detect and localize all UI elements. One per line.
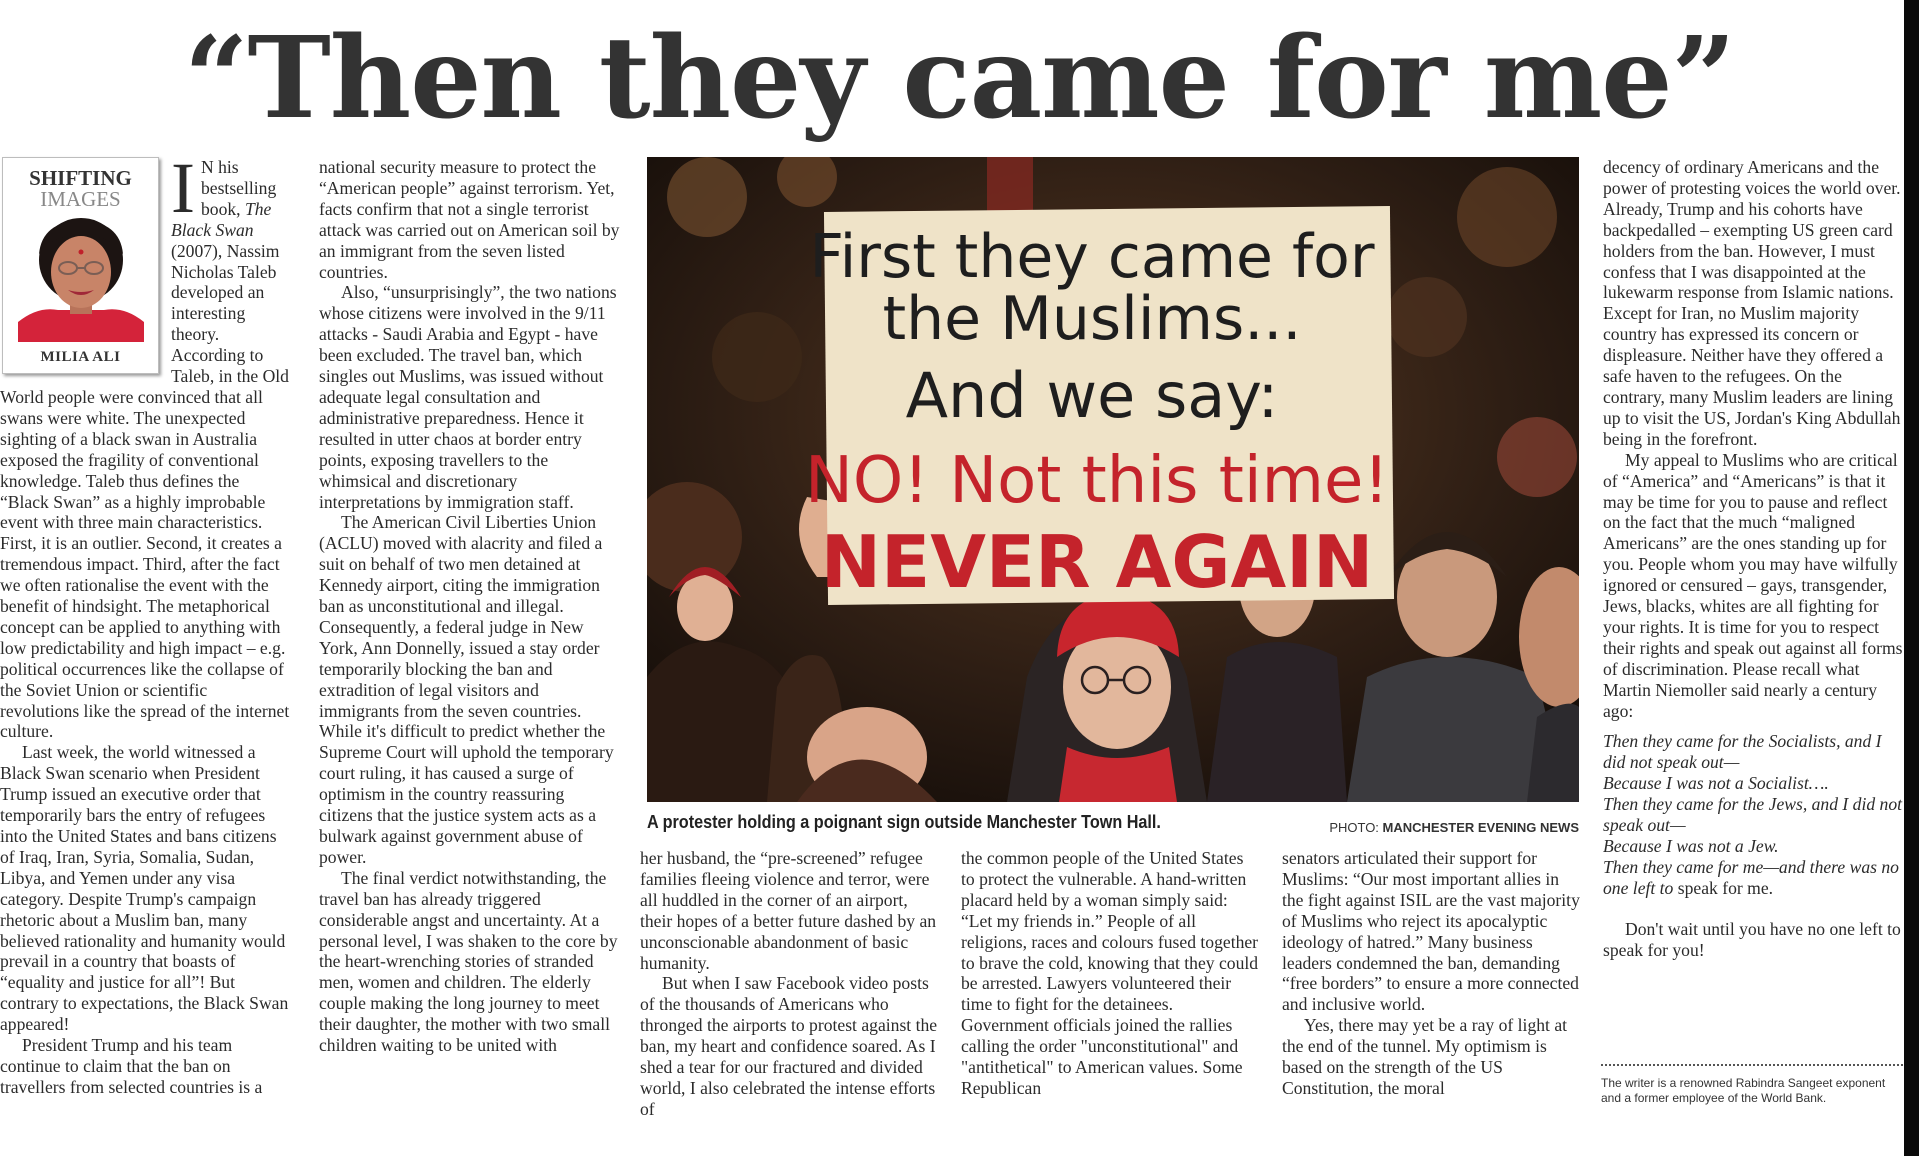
col6-paragraph-2: My appeal to Muslims who are critical of “America” and “Americans” is that it may be time for you to pause and reflect on the fact that the much “maligned Americans” are the ones standing up for you. People whom you may have wilfully ignored or censured – gays, transgender, Jews, blacks, whites are all fighting for your rights. It is time for you to respect their rights and speak out against all forms of discrimination. Please recall what Martin Niemoller said nearly a century ago: (1603, 449, 1903, 721)
column-title-line2: IMAGES (40, 187, 121, 211)
article-column-4 (961, 848, 1261, 1099)
sign-line-3: And we say: (905, 359, 1279, 432)
poem-line-3: Then they came for the Jews, and I did not speak out— (1603, 794, 1903, 836)
col3-paragraph-1: her husband, the “pre-screened” refugee families fleeing violence and terror, were all huddled in the corner of an airport, their hopes of a better future dashed by an unconscionable abandonment of basic humanity. (640, 848, 937, 973)
protest-photo (647, 157, 1579, 802)
column-title-line1: SHIFTING (29, 166, 132, 190)
sign-line-2: the Muslims... (882, 284, 1302, 354)
col2-paragraph-2: Also, “unsurprisingly”, the two nations whose citizens were involved in the 9/11 attacks - Saudi Arabia and Egypt - have been excluded. The travel ban, which singles out Muslims, was issued without adequate legal consultation and administrative preparedness. Hence it resulted in utter chaos at border entry points, exposing travellers to the whimsical and discretionary interpretations by immigration staff. (319, 282, 617, 512)
col2-paragraph-1: national security measure to protect the “American people” against terrorism. Yet, facts confirm that not a single terrorist attack was carried out on American soil by an immigrant from the seven listed countries. (319, 157, 620, 282)
poem-line-5-end: speak for me. (1673, 877, 1774, 898)
poem-line-4: Because I was not a Jew. (1603, 836, 1779, 856)
book-title: The Black Swan (171, 198, 272, 240)
sign-line-4: NO! Not this time! (804, 444, 1390, 518)
poem-line-5 (1603, 857, 1903, 899)
col3-paragraph-2: But when I saw Facebook video posts of the thousands of Americans who thronged the airports to protest against the ban, my heart and confidence soared. As I shed a tear for our fractured and divided world, I also celebrated the intense efforts of (640, 973, 938, 1119)
photo-credit (1300, 820, 1579, 835)
bio-divider (1601, 1064, 1903, 1066)
sign-line-5: NEVER AGAIN (820, 520, 1374, 604)
col4-paragraph-1: the common people of the United States to protect the vulnerable. A hand-written placard held by a woman simply said: “Let my friends in.” People of all religions, races and colours fused together to brave the cold, knowing that they could be arrested. Lawyers volunteered their time to fight for the detainees. Government officials joined the rallies calling the order "unconstitutional" and "antithetical" to American values. Some Republican (961, 848, 1259, 1098)
col1-p1-b: (2007), Nassim Nicholas Taleb developed an interesting theory. According to Taleb, in the Old World people were convinced that all swans were white. The unexpected sighting of a black swan in Australia exposed the fragility of conventional knowledge. Taleb thus defines the “Black Swan” as a highly improbable event with three main characteristics. First, it is an outlier. Second, it creates a tremendous impact. Third, after the fact we often rationalise the event with the benefit of hindsight. The metaphorical concept can be applied to anything with low predictability and high impact – e.g. political occurrences like the collapse of the Soviet Union or scientific revolutions like the spread of the internet culture. (0, 240, 290, 742)
col2-paragraph-3: The American Civil Liberties Union (ACLU) moved with alacrity and filed a suit on behalf of two men detained at Kennedy airport, citing the immigration ban as unconstitutional and illegal. Consequently, a federal judge in New York, Ann Donnelly, issued a stay order temporarily blocking the ban and extradition of legal visitors and immigrants from the seven countries. While it's difficult to predict whether the Supreme Court will uphold the temporary court ruling, it has caused a surge of optimism in the country reassuring citizens that the justice system acts as a bulwark against government abuse of power. (319, 512, 614, 867)
author-photo (18, 214, 144, 342)
col1-paragraph-3: President Trump and his team continue to claim that the ban on travellers from selected countries is a (0, 1035, 263, 1097)
article-column-5 (1282, 848, 1584, 1099)
column-header-box (2, 157, 159, 374)
col1-p1-a: N his bestselling book, (200, 157, 277, 219)
col5-paragraph-1: senators articulated their support for Muslims: “Our most important allies in the fight against ISIL are the vast majority of Muslims who reject its apocalyptic ideology of hatred.” Many business leaders condemned the ban, demanding “free borders” to ensure a more connected and inclusive world. (1282, 848, 1580, 1015)
poem-line-2: Because I was not a Socialist…. (1603, 773, 1829, 794)
sign-line-1: First they came for (809, 222, 1375, 292)
article-column-3 (640, 848, 940, 1120)
poem-line-5-italic: Then they came for me—and there was no one left to (1603, 856, 1899, 898)
headline: “Then they came for me” (184, 13, 1735, 144)
photo-credit-source: MANCHESTER EVENING NEWS (1382, 820, 1579, 835)
author-name: MILIA ALI (40, 349, 121, 365)
page-edge (1904, 0, 1919, 1156)
col6-paragraph-1: decency of ordinary Americans and the power of protesting voices the world over. Already, Trump and his cohorts have backpedalled – exempting US green card holders from the ban. However, I must confess that I was disappointed at the lukewarm response from Islamic nations. Except for Iran, no Muslim majority country has expressed its concern or displeasure. Neither have they offered a safe haven to the refugees. On the contrary, many Muslim leaders are lining up to visit the US, Jordan's King Abdullah being in the forefront. (1603, 157, 1901, 449)
author-bio: The writer is a renowned Rabindra Sangeet exponent and a former employee of the World Bank. (1601, 1076, 1886, 1105)
closing-line: Don't wait until you have no one left to speak for you! (1603, 918, 1901, 960)
drop-cap: I (171, 148, 195, 228)
niemoller-poem (1603, 731, 1903, 898)
col2-paragraph-4: The final verdict notwithstanding, the travel ban has already triggered considerable angst and uncertainty. At a personal level, I was shaken to the core by the heart-wrenching stories of stranded men, women and children. The elderly couple making the long journey to meet their daughter, the mother with two small children waiting to be united with (319, 867, 618, 1056)
col5-paragraph-2: Yes, there may yet be a ray of light at the end of the tunnel. My optimism is based on the strength of the US Constitution, the moral (1282, 1015, 1568, 1098)
photo-caption: A protester holding a poignant sign outside Manchester Town Hall. (647, 812, 1161, 832)
article-column-1 (0, 148, 290, 1098)
poem-line-1: Then they came for the Socialists, and I did not speak out— (1603, 731, 1882, 773)
col1-paragraph-2: Last week, the world witnessed a Black Swan scenario when President Trump issued an executive order that temporarily bars the entry of refugees into the United States and bans citizens of Iraq, Iran, Syria, Somalia, Sudan, Libya, and Yemen under any visa category. Despite Trump's campaign rhetoric about a Muslim ban, many believed rationality and humanity would prevail in a country that boasts of “equality and justice for all”! But contrary to expectations, the Black Swan appeared! (0, 742, 289, 1035)
article-column-2 (319, 157, 622, 1056)
article-column-6 (1603, 157, 1903, 961)
photo-credit-label: PHOTO: (1329, 820, 1383, 835)
